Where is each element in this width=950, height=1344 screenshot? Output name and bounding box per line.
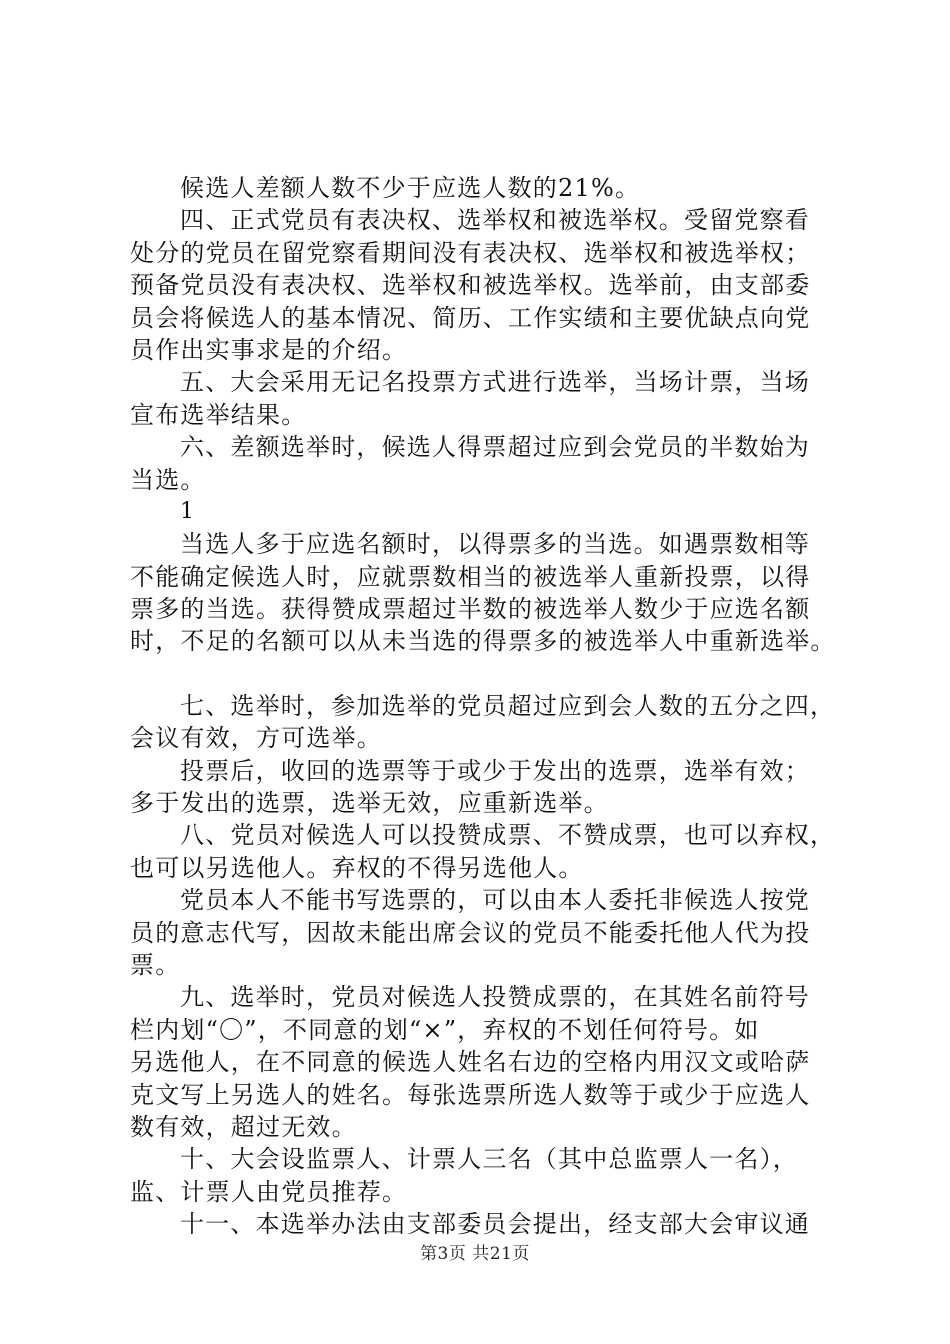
text-line: 票多的当选。获得赞成票超过半数的被选举人数少于应选名额 [130,595,811,624]
text-line: 也可以另选他人。弃权的不得另选他人。 [130,853,584,882]
text-line: 六、差额选举时，候选人得票超过应到会党员的半数始为 [180,433,810,462]
inline-page-number: 1 [180,498,196,524]
paragraph-gap [130,658,850,690]
text-line: 另选他人，在不同意的候选人姓名右边的空格内用汉文或哈萨 [130,1048,811,1077]
text-line: 票。 [130,950,181,979]
text-line: 党员本人不能书写选票的，可以由本人委托非候选人按党 [180,886,810,915]
text-line: 员作出实事求是的介绍。 [130,335,408,364]
text-line: 员会将候选人的基本情况、简历、工作实绩和主要优缺点向党 [130,303,811,332]
text-line: 当选。 [130,465,206,494]
text-line: 九、选举时，党员对候选人投赞成票的，在其姓名前符号 [180,983,810,1012]
text-line: 当选人多于应选名额时，以得票多的当选。如遇票数相等 [180,530,810,559]
text-line: 投票后，收回的选票等于或少于发出的选票，选举有效； [180,756,810,785]
text-line: 克文写上另选人的姓名。每张选票所选人数等于或少于应选人 [130,1080,811,1109]
text-line: 处分的党员在留党察看期间没有表决权、选举权和被选举权； [130,238,811,267]
page-footer: 第3页 共21页 [420,1244,530,1264]
text-line: 会议有效，方可选举。 [130,724,382,753]
text-line: 十、大会设监票人、计票人三名（其中总监票人一名）， [180,1145,798,1174]
text-line: 十一、本选举办法由支部委员会提出，经支部大会审议通 [180,1210,810,1239]
text-line: 员的意志代写，因故未能出席会议的党员不能委托他人代为投 [130,918,811,947]
text-line: 栏内划“〇”，不同意的划“×”，弃权的不划任何符号。如 [130,1015,760,1044]
text-line: 七、选举时，参加选举的党员超过应到会人数的五分之四， [180,691,836,720]
text-line: 不能确定候选人时，应就票数相当的被选举人重新投票，以得 [130,562,811,591]
text-line: 时，不足的名额可以从未当选的得票多的被选举人中重新选举。 [130,627,836,656]
text-line: 宣布选举结果。 [130,400,307,429]
document-body [130,172,850,1241]
text-line: 五、大会采用无记名投票方式进行选举，当场计票，当场 [180,368,810,397]
text-line: 四、正式党员有表决权、选举权和被选举权。受留党察看 [180,206,810,235]
text-line: 八、党员对候选人可以投赞成票、不赞成票，也可以弃权， [180,821,836,850]
text-line: 监、计票人由党员推荐。 [130,1177,408,1206]
text-line: 多于发出的选票，选举无效，应重新选举。 [130,789,609,818]
text-line: 数有效，超过无效。 [130,1112,357,1141]
text-line: 预备党员没有表决权、选举权和被选举权。选举前，由支部委 [130,271,811,300]
text-line: 候选人差额人数不少于应选人数的21%。 [180,174,641,202]
